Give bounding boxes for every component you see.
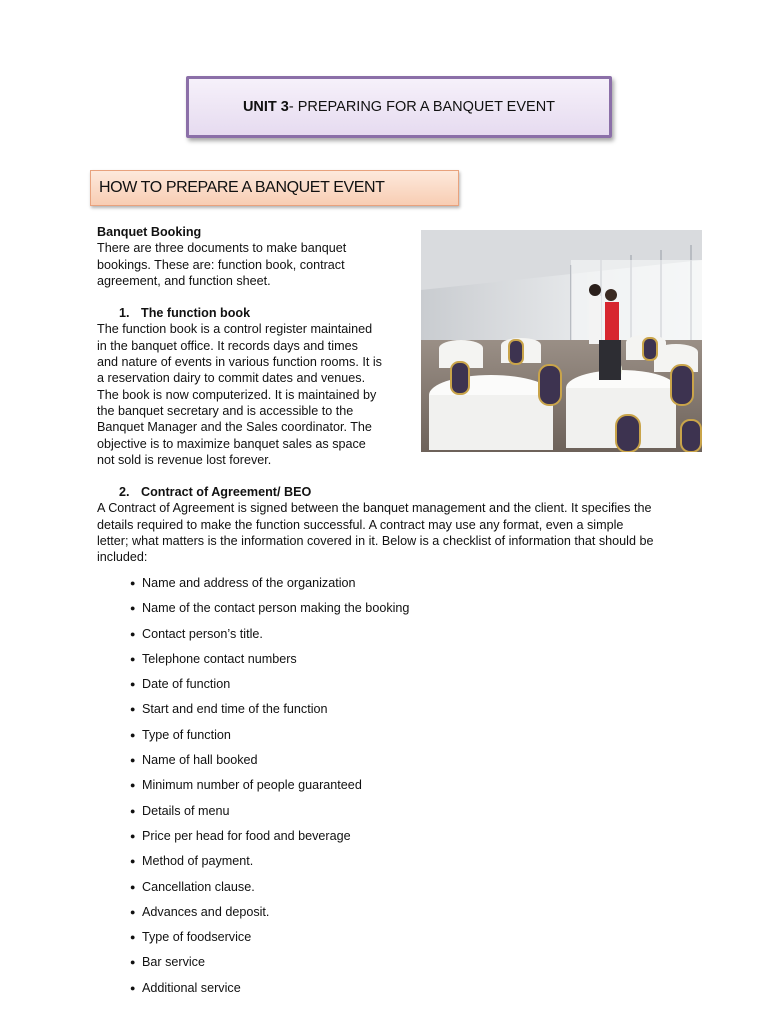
list-item-text: Method of payment.: [142, 854, 254, 869]
list-item: [130, 929, 409, 954]
bullet-icon: ●: [130, 805, 136, 816]
paragraph-line: the banquet secretary and is accessible to the: [97, 403, 354, 418]
bullet-icon: ●: [130, 679, 136, 690]
bullet-icon: ●: [130, 881, 136, 892]
list-item: [130, 600, 409, 625]
paragraph-line: a reservation dairy to commit dates and venues.: [97, 371, 366, 386]
paragraph-line: The function book is a control register maintained: [97, 322, 373, 337]
bullet-icon: ●: [130, 982, 136, 993]
list-item: [130, 803, 409, 828]
bullet-icon: ●: [130, 830, 136, 841]
paragraph-line: There are three documents to make banquet: [97, 241, 347, 256]
list-item-text: Start and end time of the function: [142, 702, 328, 717]
section-title: HOW TO PREPARE A BANQUET EVENT: [99, 179, 385, 196]
list-item: [130, 879, 409, 904]
list-item-text: Price per head for food and beverage: [142, 828, 351, 843]
banquet-booking-heading: Banquet Booking: [97, 225, 202, 239]
bullet-icon: ●: [130, 856, 136, 867]
list-number: 1.: [119, 306, 130, 321]
contract-section: [97, 484, 709, 565]
list-item: [130, 904, 409, 929]
list-item: [130, 777, 409, 802]
list-item-text: Type of foodservice: [142, 930, 252, 945]
bullet-icon: ●: [130, 603, 136, 614]
checklist: [130, 575, 409, 1005]
list-item: [130, 954, 409, 979]
list-item: [130, 980, 409, 1005]
paragraph-line: not sold is revenue lost forever.: [97, 452, 272, 467]
list-item-text: Telephone contact numbers: [142, 651, 297, 666]
list-item: [130, 853, 409, 878]
bullet-icon: ●: [130, 729, 136, 740]
list-item: [130, 701, 409, 726]
list-item: [130, 752, 409, 777]
paragraph-line: agreement, and function sheet.: [97, 273, 271, 288]
list-item-text: Minimum number of people guaranteed: [142, 778, 362, 793]
list-item: [130, 727, 409, 752]
paragraph-line: A Contract of Agreement is signed between the banquet management and the client. It specifies the: [97, 501, 652, 516]
paragraph-line: Banquet Manager and the Sales coordinator. The: [97, 420, 372, 435]
unit-label: UNIT 3: [242, 99, 289, 115]
section-title-box: [90, 170, 459, 206]
bullet-icon: ●: [130, 906, 136, 917]
list-number: 2.: [119, 485, 130, 499]
bullet-icon: ●: [130, 704, 136, 715]
paragraph-line: objective is to maximize banquet sales as space: [97, 436, 366, 451]
list-item-text: Bar service: [142, 955, 205, 970]
list-item: [130, 676, 409, 701]
list-item-text: Date of function: [142, 677, 231, 692]
function-book-heading: [97, 305, 415, 321]
left-column: [97, 224, 415, 468]
list-item-text: Type of function: [142, 727, 231, 742]
unit-title: - PREPARING FOR A BANQUET EVENT: [288, 99, 556, 115]
paragraph-line: in the banquet office. It records days and times: [97, 338, 358, 353]
list-item: [130, 626, 409, 651]
contract-heading: [97, 484, 709, 500]
bullet-icon: ●: [130, 780, 136, 791]
list-item-text: Cancellation clause.: [142, 879, 255, 894]
paragraph-line: included:: [97, 550, 148, 565]
list-item: [130, 575, 409, 600]
bullet-icon: ●: [130, 578, 136, 588]
paragraph-line: and nature of events in various function rooms. It is: [97, 355, 382, 370]
paragraph-line: bookings. These are: function book, contract: [97, 257, 345, 272]
spacer: [97, 289, 415, 305]
paragraph-line: The book is now computerized. It is maintained by: [97, 387, 377, 402]
bullet-icon: ●: [130, 653, 136, 664]
list-item-text: Advances and deposit.: [142, 904, 270, 919]
list-item: [130, 651, 409, 676]
list-item-text: Name and address of the organization: [142, 576, 356, 590]
paragraph-line: letter; what matters is the information covered in it. Below is a checklist of information that should be: [97, 533, 654, 548]
list-item-text: Name of the contact person making the booking: [142, 601, 410, 616]
bullet-icon: ●: [130, 932, 136, 943]
function-book-heading-text: The function book: [141, 306, 251, 321]
list-item-text: Contact person’s title.: [142, 626, 263, 641]
contract-heading-text: Contract of Agreement/ BEO: [141, 485, 312, 499]
list-item-text: Details of menu: [142, 803, 230, 818]
bullet-icon: ●: [130, 628, 136, 639]
banquet-hall-photo: [421, 230, 702, 452]
paragraph-line: details required to make the function successful. A contract may use any format, even a simple: [97, 517, 624, 532]
list-item-text: Additional service: [142, 980, 241, 995]
unit-title-box: [186, 76, 612, 138]
list-item-text: Name of hall booked: [142, 753, 258, 768]
bullet-icon: ●: [130, 755, 136, 766]
bullet-icon: ●: [130, 957, 136, 968]
list-item: [130, 828, 409, 853]
